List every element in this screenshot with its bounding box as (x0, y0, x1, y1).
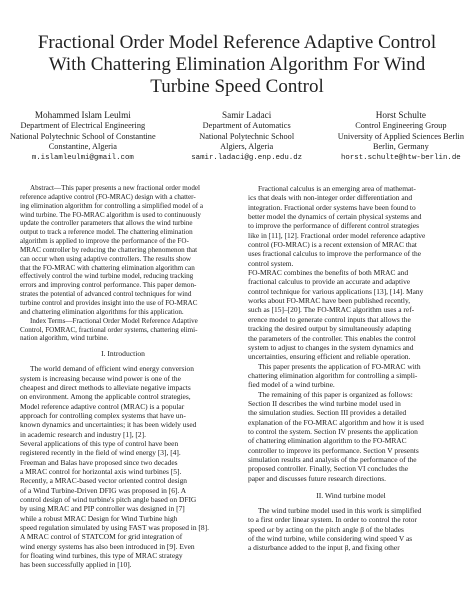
abstract-line: wind turbine. The FO-MRAC algorithm is used to continuously (20, 210, 201, 219)
author-name: Mohammed Islam Leulmi (34, 110, 131, 120)
text-line: control design of wind turbine's pitch angle based on DFIG (20, 495, 197, 504)
text-line: tracking the desired output by simultaneously adapting (248, 324, 412, 334)
text-line: Model reference adaptive control (MRAC) is a popular (20, 401, 185, 411)
left-column (20, 184, 226, 570)
author-affiliation: Constantine, Algeria (48, 142, 117, 152)
section-heading-wind-turbine-model: II. Wind turbine model (316, 491, 386, 500)
index-terms-line: Index Terms—Fractional Order Model Reference Adaptive (30, 316, 198, 325)
text-line: of the wind turbine, while considering wind speed V as (248, 534, 413, 544)
text-line: a MRAC control for horizontal axis wind turbines [5]. (20, 466, 182, 476)
author-block (10, 110, 464, 163)
text-line: to control the system. Section IV presents the application (248, 426, 418, 436)
abstract-line: and chattering elimination algorithms for this application. (20, 307, 184, 316)
text-line: better model the dynamics of certain physical systems and (248, 212, 422, 222)
abstract-line: MRAC controller by reducing the chattering phenomenon that (20, 245, 198, 254)
author-name: Horst Schulte (375, 110, 426, 120)
text-line: control (FO-MRAC) is a recent extension of MRAC that (248, 240, 417, 250)
text-line: of chattering elimination algorithm to the FO-MRAC (248, 436, 407, 446)
abstract-line: Abstract—This paper presents a new fractional order model (30, 184, 200, 192)
abstract-line: reference adaptive control (FO-MRAC) design with a chatter- (20, 192, 196, 201)
text-line: registered recently in the field of wind energy [3], [4]. (20, 448, 181, 458)
wind-turbine-model-text (248, 506, 454, 553)
text-line: controller to improve its performance. Section V presents (248, 445, 419, 455)
text-line: by using MRAC and PIP controller was designed in [7] (20, 504, 185, 514)
text-line: uncertainties, ensuring efficient and reliable operation. (248, 352, 411, 362)
index-terms (20, 317, 226, 344)
text-line: proposed controller. Finally, Section VI concludes the (248, 464, 409, 474)
paper-title (20, 32, 454, 98)
text-line: speed regulation simulated by using FAST was proposed in [8]. (20, 523, 209, 533)
abstract (20, 184, 226, 317)
text-line: like in [11], [12]. Fractional order model reference adaptive (248, 230, 426, 240)
text-line: works about FO-MRAC have been published recently, (248, 296, 411, 306)
text-line: on environment. Among the applicable control strategies, (20, 392, 191, 402)
introduction-text (20, 364, 226, 570)
abstract-line: turbine control and provides insight into the use of FO-MRAC (20, 298, 198, 307)
introduction-text-continued (248, 184, 454, 483)
text-line: has been successfully applied in [10]. (20, 560, 132, 570)
text-line: the simulation studies. Section III provides a detailed (248, 408, 407, 418)
text-line: cheapest and direct methods to alleviate negative impacts (20, 382, 191, 392)
author-affiliation: University of Applied Sciences Berlin (337, 131, 464, 141)
text-line: Several applications of this type of control have been (20, 438, 179, 448)
abstract-line: update the controller parameters that allows the wind turbine (20, 219, 193, 228)
text-line: The wind turbine model used in this work is simplified (258, 506, 422, 515)
text-line: system is increasing because wind power is one of the (20, 373, 181, 383)
text-line: Section II describes the wind turbine model used in (248, 398, 401, 408)
text-line: approach for controlling complex systems that have un- (20, 410, 186, 420)
text-line: of a Wind Turbine-Driven DFIG was proposed in [6]. A (20, 485, 187, 495)
title-line: Turbine Speed Control (150, 76, 324, 97)
title-line: With Chattering Elimination Algorithm For Wind (48, 54, 426, 75)
author-1 (10, 110, 156, 163)
abstract-line: that the FO-MRAC with chattering elimination algorithm can (20, 263, 195, 272)
abstract-line: strates the potential of advanced control techniques for wind (20, 290, 192, 299)
text-line: simulation results and analysis of the performance of the (248, 454, 417, 464)
title-line: Fractional Order Model Reference Adaptive Control (37, 32, 437, 53)
text-line: in academic research and industry [1], [2]. (20, 429, 146, 439)
text-line: The remaining of this paper is organized as follows: (258, 389, 413, 399)
text-line: ics that deals with non-integer order differentiation and (248, 193, 413, 203)
text-line: Freeman and Balas have proposed since two decades (20, 457, 178, 467)
author-affiliation: Control Engineering Group (355, 121, 447, 131)
text-line: system to adjust to changes in the system dynamics and (248, 342, 414, 352)
author-email: horst.schulte@htw-berlin.de (340, 153, 461, 162)
text-line: a disturbance added to the input β, and fixing other (248, 543, 400, 553)
text-line: wind energy systems has also been introduced in [9]. Even (20, 541, 195, 551)
text-line: to improve the performance of different control strategies (248, 221, 420, 231)
text-line: while a robust MRAC Design for Wind Turbine high (20, 513, 178, 523)
text-line: integration. Fractional order systems have been found to (248, 202, 416, 212)
text-line: to a first order linear system. In order to control the rotor (248, 515, 417, 525)
abstract-line: algorithm is applied to improve the performance of the FO- (20, 237, 189, 246)
text-line: The world demand of efficient wind energy conversion (30, 364, 194, 374)
author-affiliation: Algiers, Algeria (220, 142, 274, 152)
author-3 (338, 110, 464, 163)
text-line: explanation of the FO-MRAC algorithm and how it is used (248, 417, 424, 427)
text-line: uses fractional calculus to improve the performance of the (248, 249, 422, 259)
text-line: control technique for various applications [13], [14]. Many (248, 286, 424, 296)
index-terms-line: nation algorithm, wind turbine. (20, 334, 109, 343)
author-name: Samir Ladaci (222, 110, 272, 120)
text-line: A MRAC control of STATCOM for grid integration of (20, 532, 183, 542)
author-affiliation: National Polytechnic School of Constantine (10, 131, 156, 141)
section-heading-introduction: I. Introduction (101, 349, 145, 359)
right-column (248, 184, 454, 553)
text-line: paper and discusses future research directions. (248, 473, 386, 483)
text-line: fractional calculus to provide an accurate and adaptive (248, 277, 411, 287)
text-line: Fractional calculus is an emerging area of mathemat- (258, 184, 416, 193)
index-terms-line: Control, FOMRAC, fractional order systems, chattering elimi- (20, 325, 198, 334)
text-line: Recently, a MRAC-based vector oriented control design (20, 476, 188, 486)
text-line: such as [15]–[20]. The FO-MRAC algorithm uses a ref- (248, 305, 415, 315)
author-email: m.islamleulmi@gmail.com (31, 153, 134, 162)
abstract-line: can occur when using adaptive controllers. The results show (20, 254, 192, 263)
text-line: known dynamics and uncertainties; it has been widely used (20, 420, 197, 430)
text-line: chattering elimination algorithm for controlling a simpli- (248, 370, 418, 380)
text-line: This paper presents the application of FO-MRAC with (258, 361, 421, 371)
text-line: for floating wind turbines, this type of MRAC strategy (20, 551, 183, 561)
author-affiliation: Department of Automatics (202, 121, 291, 131)
abstract-line: errors and improving control performance. This paper demon- (20, 281, 197, 290)
author-affiliation: Department of Electrical Engineering (20, 121, 146, 131)
text-line: fied model of a wind turbine. (248, 380, 335, 390)
author-affiliation: Berlin, Germany (372, 142, 429, 152)
author-2 (191, 110, 302, 163)
author-email: samir.ladaci@g.enp.edu.dz (191, 153, 303, 162)
text-line: the parameters of the controller. This enables the control (248, 333, 416, 343)
text-line: FO-MRAC combines the benefits of both MRAC and (248, 268, 409, 278)
text-line: erence model to generate control inputs that allows the (248, 314, 411, 324)
abstract-line: effectively control the wind turbine model, reducing tracking (20, 272, 194, 281)
author-affiliation: National Polytechnic School (199, 131, 295, 141)
text-line: control system. (248, 258, 294, 268)
abstract-line: ing elimination algorithm for controlling a simplified model of a (20, 201, 204, 210)
abstract-line: output to track a reference model. The chattering elimination (20, 228, 193, 237)
text-line: speed ωr by acting on the pitch angle β of the blades (248, 524, 404, 534)
